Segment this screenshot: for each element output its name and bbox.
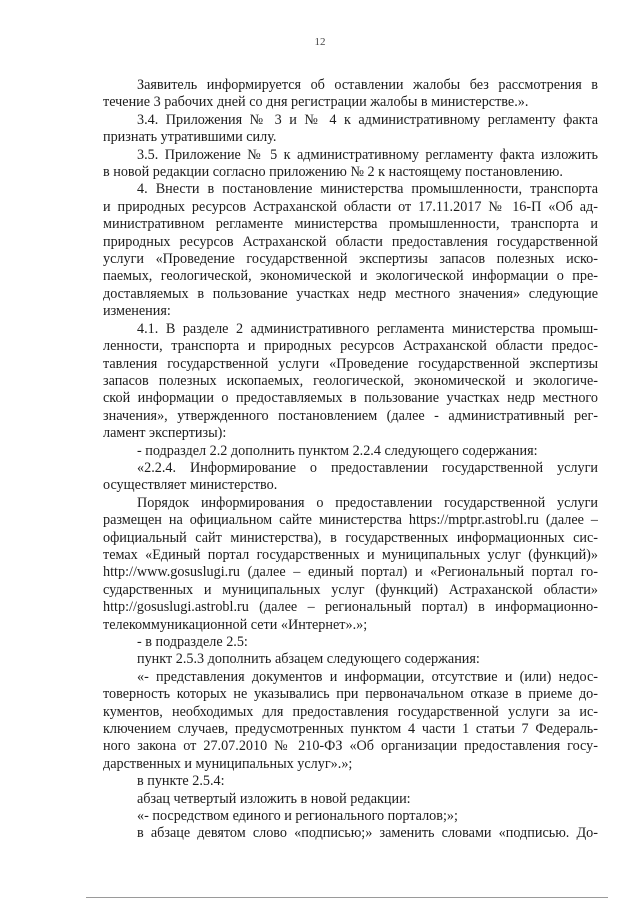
text-line: Порядок информирования о предоставлении государственной услуги	[137, 494, 598, 511]
text-line: ской информации о предоставляемых в пользование участках недр местного	[103, 390, 598, 407]
text-line: 4. Внести в постановление министерства промышленности, транспорта	[137, 181, 598, 198]
text-line: ленности, транспорта и природных ресурсов Астраханской области предос-	[103, 338, 598, 355]
text-line: - в подразделе 2.5:	[137, 634, 248, 650]
text-line: ного закона от 27.07.2010 № 210-ФЗ «Об организации предоставления госу-	[103, 738, 598, 755]
page-number: 12	[314, 36, 326, 48]
text-line: услуги «Проведение государственной экспертизы запасов полезных иско-	[103, 251, 598, 268]
text-line: изменения:	[103, 303, 171, 320]
text-line: течение 3 рабочих дней со дня регистрации жалобы в министерстве.».	[103, 94, 529, 111]
text-line: и природных ресурсов Астраханской области от 17.11.2017 № 16-П «Об ад-	[103, 198, 598, 215]
text-line: министративном регламенте министерства промышленности, транспорта и	[103, 216, 598, 233]
text-line: запасов полезных ископаемых, геологической, экономической и экологиче-	[103, 372, 598, 389]
text-line: паемых, геологической, экономической и экологической информации о пре-	[103, 268, 598, 285]
text-line: пункт 2.5.3 дополнить абзацем следующего содержания:	[137, 651, 480, 668]
document-body	[103, 77, 598, 843]
bottom-divider	[86, 897, 608, 898]
text-line: в абзаце девятом слово «подписью;» заменить словами «подписью. До-	[137, 825, 598, 842]
text-line: http://www.gosuslugi.ru (далее – единый портал) и «Региональный портал го-	[103, 564, 598, 581]
text-line: размещен на официальном сайте министерства https://mptpr.astrobl.ru (далее –	[103, 512, 598, 529]
text-line: «- посредством единого и регионального порталов;»;	[137, 808, 458, 825]
text-line: http://gosuslugi.astrobl.ru (далее – региональный портал) в информационно-	[103, 599, 598, 616]
text-line: темах «Единый портал государственных и муниципальных услуг (функций)»	[103, 546, 598, 563]
text-line: 3.5. Приложение № 5 к административному регламенту факта изложить	[137, 146, 598, 163]
text-line: тавления государственной услуги «Проведение государственной экспертизы	[103, 355, 598, 372]
text-line: официальный сайт министерства), в государственных информационных сис-	[103, 529, 598, 546]
text-line: «- представления документов и информации, отсутствие и (или) недос-	[137, 668, 598, 685]
text-line: 4.1. В разделе 2 административного регламента министерства промыш-	[137, 320, 598, 337]
text-line: «2.2.4. Информирование о предоставлении государственной услуги	[137, 459, 598, 476]
text-line: осуществляет министерство.	[103, 477, 278, 494]
text-line: Заявитель информируется об оставлении жалобы без рассмотрения в	[137, 77, 598, 93]
text-line: доставляемых в пользование участках недр местного значения» следующие	[103, 285, 598, 302]
text-line: абзац четвертый изложить в новой редакции:	[137, 790, 411, 807]
text-line: ламент экспертизы):	[103, 425, 227, 442]
text-line: сударственных и муниципальных услуг (функций) Астраханской области»	[103, 581, 598, 598]
text-line: в новой редакции согласно приложению № 2 к настоящему постановлению.	[103, 164, 563, 181]
text-line: в пункте 2.5.4:	[137, 773, 225, 790]
text-line: признать утратившими силу.	[103, 129, 277, 146]
text-line: - подраздел 2.2 дополнить пунктом 2.2.4 следующего содержания:	[137, 442, 538, 459]
text-line: 3.4. Приложения № 3 и № 4 к административному регламенту факта	[137, 111, 598, 128]
text-line: значения», утвержденного постановлением (далее - административный рег-	[103, 407, 598, 424]
text-line: дарственных и муниципальных услуг».»;	[103, 755, 353, 772]
text-line: телекоммуникационной сети «Интернет».»;	[103, 616, 368, 633]
text-line: природных ресурсов Астраханской области предоставления государственной	[103, 233, 598, 250]
text-line: кументов, необходимых для предоставления государственной услуги за ис-	[103, 703, 598, 720]
text-line: товерность которых не указывались при первоначальном отказе в приеме до-	[103, 686, 598, 703]
text-line: ключением случаев, предусмотренных пунктом 4 части 1 статьи 7 Федераль-	[103, 721, 598, 738]
